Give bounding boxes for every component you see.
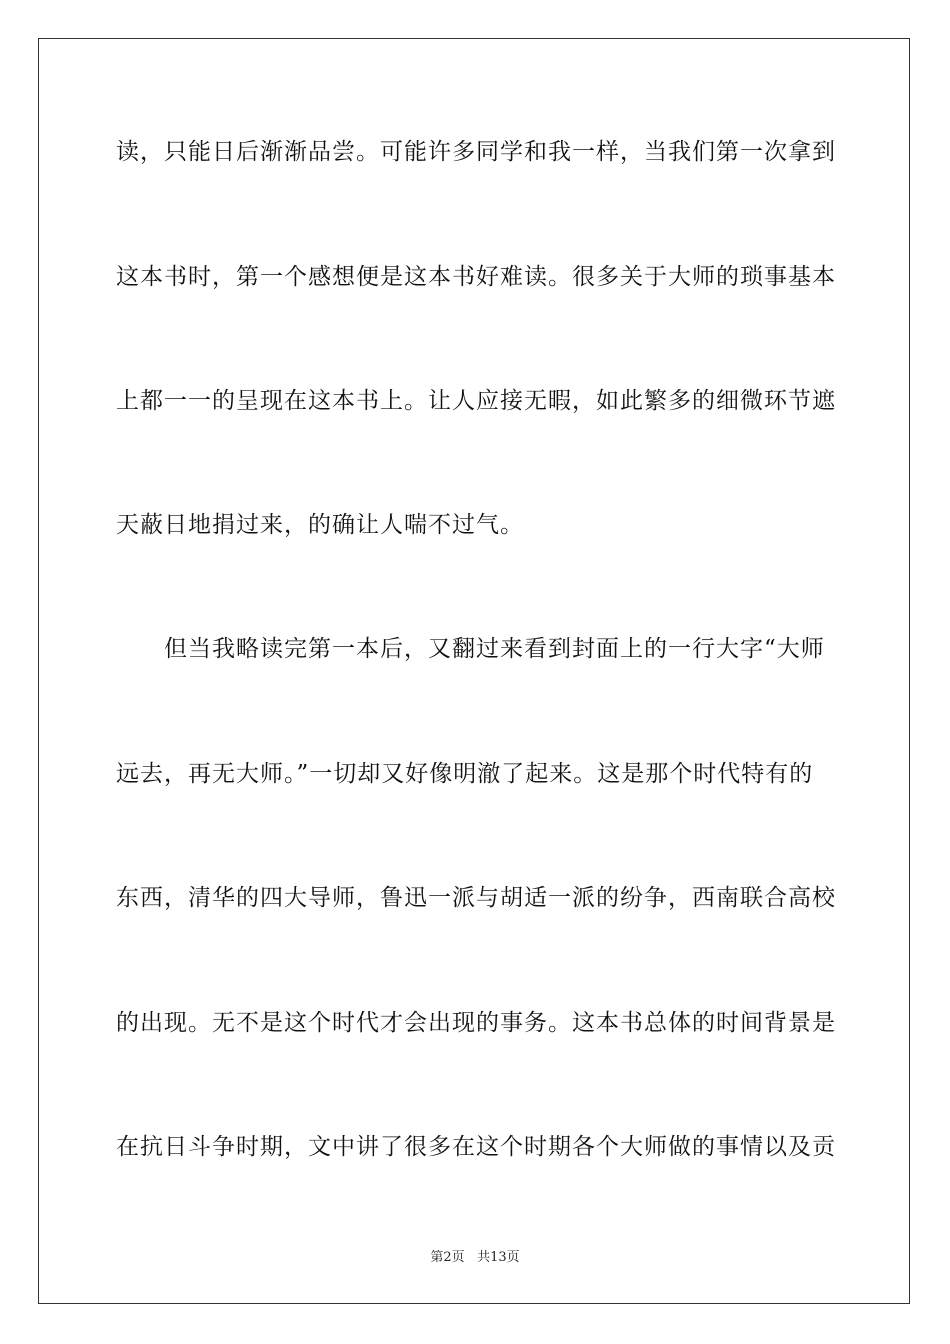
- text-line-9: 在抗日斗争时期，文中讲了很多在这个时期各个大师做的事情以及贡: [116, 1134, 836, 1160]
- text-line-2: 这本书时，第一个感想便是这本书好难读。很多关于大师的琐事基本: [116, 264, 836, 290]
- text-line-5: 但当我略读完第一本后，又翻过来看到封面上的一行大字“大师: [116, 636, 825, 662]
- page-footer: [0, 1249, 950, 1267]
- text-line-8: 的出现。无不是这个时代才会出现的事务。这本书总体的时间背景是: [116, 1010, 836, 1036]
- text-line-6: 远去，再无大师。”一切却又好像明澈了起来。这是那个时代特有的: [116, 761, 814, 787]
- text-line-1: 读，只能日后渐渐品尝。可能许多同学和我一样，当我们第一次拿到: [116, 139, 836, 165]
- page-number: 第2页: [430, 1250, 465, 1265]
- text-line-3: 上都一一的呈现在这本书上。让人应接无暇，如此繁多的细微环节遮: [116, 388, 836, 414]
- page-border: [38, 38, 910, 1304]
- text-line-7: 东西，清华的四大导师，鲁迅一派与胡适一派的纷争，西南联合高校: [116, 885, 836, 911]
- page-total: 共13页: [477, 1250, 520, 1265]
- text-line-4: 天蔽日地捐过来，的确让人喘不过气。: [116, 512, 524, 538]
